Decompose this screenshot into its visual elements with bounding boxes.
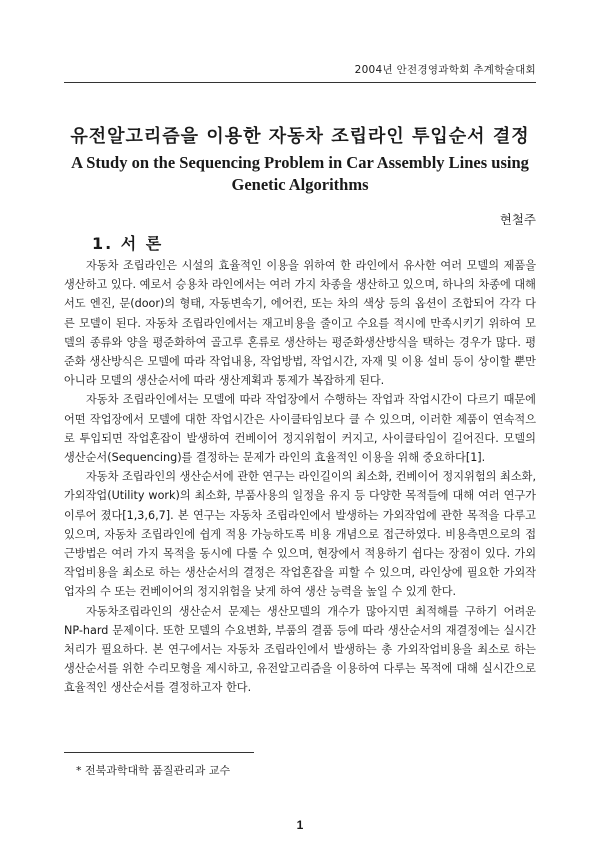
author-name: 현철주 (499, 212, 536, 227)
header-rule (64, 82, 536, 83)
paper-title-english: A Study on the Sequencing Problem in Car Assembly Lines using Genetic Algorithms (71, 153, 529, 194)
footnote: * 전북과학대학 품질관리과 교수 (76, 764, 231, 777)
body-paragraph-2: 자동차 조립라인에서는 모델에 따라 작업장에서 수행하는 작업과 작업시간이 다르기 때문에 어떤 작업장에서 모델에 대한 작업시간은 사이클타임보다 클 수 있으며, 이러한 제품이 연속적으로 투입되면 작업혼잡이 발생하여 컨베이어 정지위험이 커지고, 사이클타임이 길어진다. 모델의 생산순서(Sequencing)를 결정하는 문제가 라인의 효율적인 이용을 위해 중요하다[1]. (64, 393, 536, 465)
paper-title-korean: 유전알고리즘을 이용한 자동차 조립라인 투입순서 결정 (70, 126, 530, 147)
body-paragraph-3: 자동차 조립라인의 생산순서에 관한 연구는 라인길이의 최소화, 컨베이어 정지위험의 최소화, 가외작업(Utility work)의 최소화, 부품사용의 일정을 유지 등 다양한 목적들에 대해 여러 연구가 이루어 졌다[1,3,6,7]. 본 연구는 자동차 조립라인에서 발생하는 가외작업에 관한 목적을 다루고 있으며, 자동차 조립라인에 쉽게 적용 가능하도록 비용 개념으로 접근하였다. 비용측면으로의 접근방법은 여러 가지 목적을 동시에 다룰 수 있으며, 현장에서 적용하기 쉽다는 장점이 있다. 가외작업비용을 최소로 하는 생산순서의 결정은 작업혼잡을 피할 수 있으며, 라인상에 필요한 가외작업자의 수 또는 컨베이어의 정지위험을 낮게 하여 생산 능력을 높일 수 있게 한다. (64, 470, 536, 599)
body-paragraph-4: 자동차조립라인의 생산순서 문제는 생산모델의 개수가 많아지면 최적해를 구하기 어려운 NP-hard 문제이다. 또한 모델의 수요변화, 부품의 결품 등에 따라 생산순서의 재결정에는 실시간 처리가 필요하다. 본 연구에서는 자동차 조립라인에서 발생하는 총 가외작업비용을 최소로 하는 생산순서를 위한 수리모형을 제시하고, 유전알고리즘을 이용하여 다루는 목적에 대해 실시간으로 효율적인 생산순서를 결정하고자 한다. (64, 604, 536, 695)
body-paragraph-1: 자동차 조립라인은 시설의 효율적인 이용을 위하여 한 라인에서 유사한 여러 모델의 제품을 생산하고 있다. 예로서 승용차 라인에서는 여러 가지 차종을 생산하고 있으며, 하나의 차종에 대해서도 엔진, 문(door)의 형태, 자동변속기, 에어컨, 또는 차의 색상 등의 옵션이 조합되어 각각 다른 모델이 된다. 자동차 조립라인에서는 재고비용을 줄이고 수요를 적시에 만족시키기 위하여 모델의 종류와 양을 평준화하여 골고루 혼류로 생산하는 평준화생산방식을 택하는 경우가 많다. 평준화 생산방식은 모델에 따라 작업내용, 작업방법, 작업시간, 자재 및 이용 설비 등이 상이할 뿐만 아니라 모델의 생산순서에 따라 생산계획과 통제가 복잡하게 된다. (64, 259, 536, 388)
section-heading: 1. 서 론 (92, 234, 164, 253)
section-body (64, 256, 536, 698)
footnote-rule (64, 752, 254, 753)
running-header: 2004년 안전경영과학회 추계학술대회 (354, 64, 536, 76)
page-number: 1 (296, 818, 304, 832)
